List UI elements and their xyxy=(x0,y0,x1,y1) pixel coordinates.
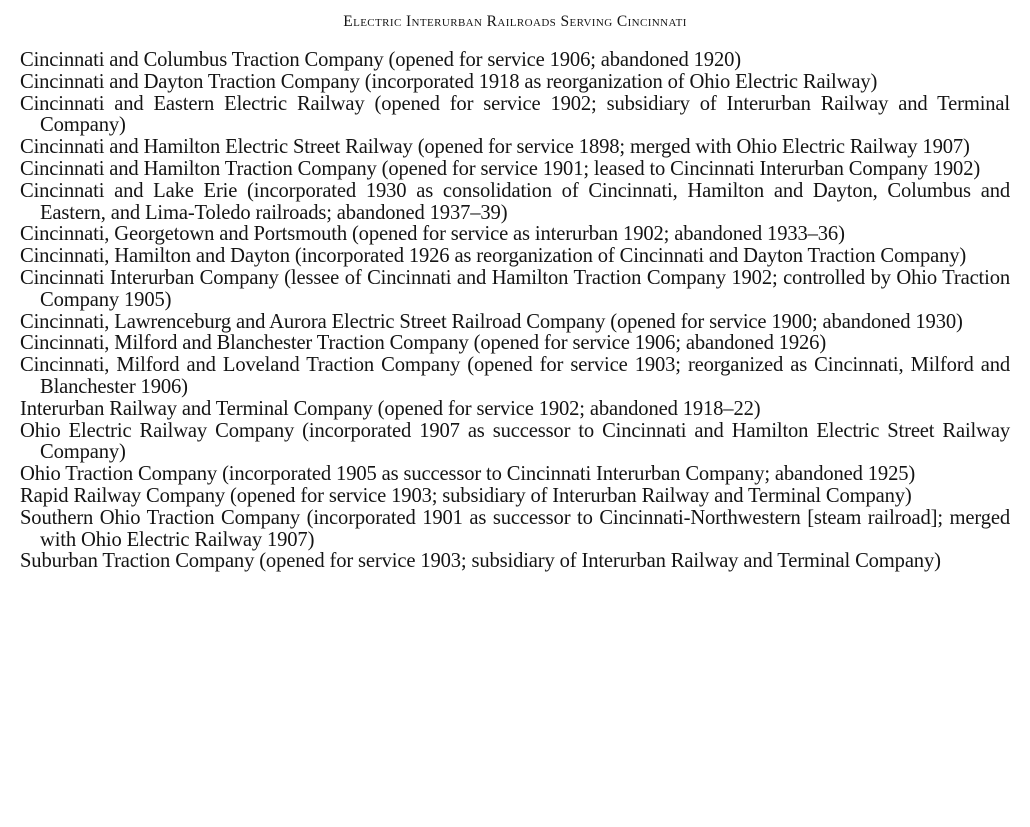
list-item: Interurban Railway and Terminal Company (opened for service 1902; abandoned 1918–22) xyxy=(20,397,761,420)
list-item: Suburban Traction Company (opened for service 1903; subsidiary of Interurban Railway and Terminal Company) xyxy=(20,550,941,573)
list-item: Cincinnati and Hamilton Electric Street Railway (opened for service 1898; merged with Ohio Electric Railway 1907) xyxy=(20,136,970,159)
list-item: Cincinnati and Eastern Electric Railway (opened for service 1902; subsidiary of Interurban Railway and Terminal Company) xyxy=(20,92,1010,137)
list-item: Cincinnati and Lake Erie (incorporated 1930 as consolidation of Cincinnati, Hamilton and Dayton, Columbus and Eastern, and Lima-Toledo railroads; abandoned 1937–39) xyxy=(20,179,1010,224)
page-title: Electric Interurban Railroads Serving Cincinnati xyxy=(343,13,687,30)
list-item: Cincinnati, Georgetown and Portsmouth (opened for service as interurban 1902; abandoned 1933–36) xyxy=(20,223,845,246)
list-item: Cincinnati and Columbus Traction Company (opened for service 1906; abandoned 1920) xyxy=(20,49,741,71)
list-item: Cincinnati, Milford and Loveland Traction Company (opened for service 1903; reorganized as Cincinnati, Milford and Blanchester 1906) xyxy=(20,354,1010,398)
list-item: Ohio Traction Company (incorporated 1905 as successor to Cincinnati Interurban Company; abandoned 1925) xyxy=(20,463,916,486)
list-item: Southern Ohio Traction Company (incorporated 1901 as successor to Cincinnati-Northwestern [steam railroad]; merged with Ohio Electric Railway 1907) xyxy=(20,506,1010,551)
railroad-list xyxy=(20,50,1010,573)
list-item: Cincinnati, Lawrenceburg and Aurora Electric Street Railroad Company (opened for service 1900; abandoned 1930) xyxy=(20,310,963,333)
list-item: Cincinnati and Hamilton Traction Company (opened for service 1901; leased to Cincinnati Interurban Company 1902) xyxy=(20,157,981,180)
list-item: Cincinnati Interurban Company (lessee of Cincinnati and Hamilton Traction Company 1902; controlled by Ohio Traction Company 1905) xyxy=(20,266,1010,311)
list-item: Cincinnati, Hamilton and Dayton (incorporated 1926 as reorganization of Cincinnati and Dayton Traction Company) xyxy=(20,245,967,268)
list-item: Rapid Railway Company (opened for service 1903; subsidiary of Interurban Railway and Terminal Company) xyxy=(20,484,912,507)
list-item: Cincinnati and Dayton Traction Company (incorporated 1918 as reorganization of Ohio Electric Railway) xyxy=(20,70,878,93)
list-item: Ohio Electric Railway Company (incorporated 1907 as successor to Cincinnati and Hamilton Electric Street Railway Company) xyxy=(20,419,1010,464)
list-item: Cincinnati, Milford and Blanchester Traction Company (opened for service 1906; abandoned 1926) xyxy=(20,332,827,355)
